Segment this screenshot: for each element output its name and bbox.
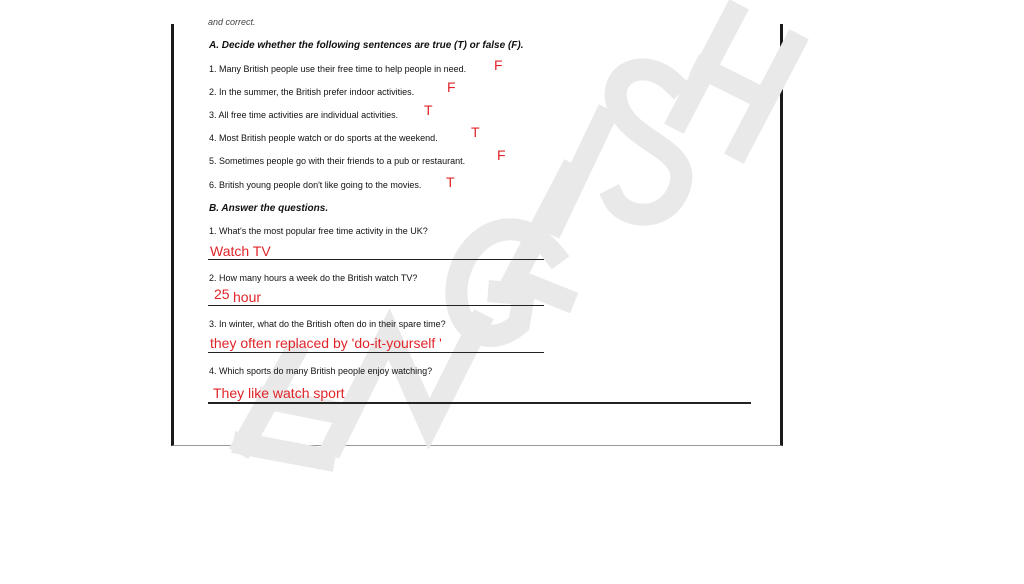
tf-question-1: 1. Many British people use their free time to help people in need. — [209, 64, 467, 74]
tf-question-6: 6. British young people don't like going to the movies. — [209, 180, 422, 190]
answer-line-3 — [208, 352, 544, 353]
open-question-2: 2. How many hours a week do the British watch TV? — [209, 273, 418, 283]
open-answer-3: they often replaced by 'do-it-yourself ' — [210, 335, 442, 351]
tf-question-3: 3. All free time activities are individual activities. — [209, 110, 399, 120]
section-a-heading: A. Decide whether the following sentences are true (T) or false (F). — [209, 40, 524, 51]
answer-line-4 — [208, 402, 751, 404]
tf-answer-3: T — [424, 102, 433, 118]
tf-answer-1: F — [494, 57, 503, 73]
worksheet-page — [171, 17, 783, 446]
open-question-4: 4. Which sports do many British people enjoy watching? — [209, 366, 433, 376]
open-answer-4: They like watch sport — [213, 385, 345, 401]
tf-question-2: 2. In the summer, the British prefer indoor activities. — [209, 87, 415, 97]
tf-question-4: 4. Most British people watch or do sports at the weekend. — [209, 133, 438, 143]
open-question-3: 3. In winter, what do the British often do in their spare time? — [209, 319, 446, 329]
answer-line-1 — [208, 259, 544, 260]
tf-answer-6: T — [446, 174, 455, 190]
tf-answer-4: T — [471, 124, 480, 140]
open-answer-1: Watch TV — [210, 243, 271, 259]
open-answer-2-unit: hour — [233, 289, 262, 305]
open-answer-2-number: 25 — [214, 286, 230, 302]
tf-answer-5: F — [497, 147, 506, 163]
tf-question-5: 5. Sometimes people go with their friends to a pub or restaurant. — [209, 156, 466, 166]
open-question-1: 1. What's the most popular free time activity in the UK? — [209, 226, 428, 236]
cut-off-text: and correct. — [208, 17, 256, 27]
tf-answer-2: F — [447, 79, 456, 95]
answer-line-2 — [208, 305, 544, 306]
section-b-heading: B. Answer the questions. — [209, 203, 329, 214]
